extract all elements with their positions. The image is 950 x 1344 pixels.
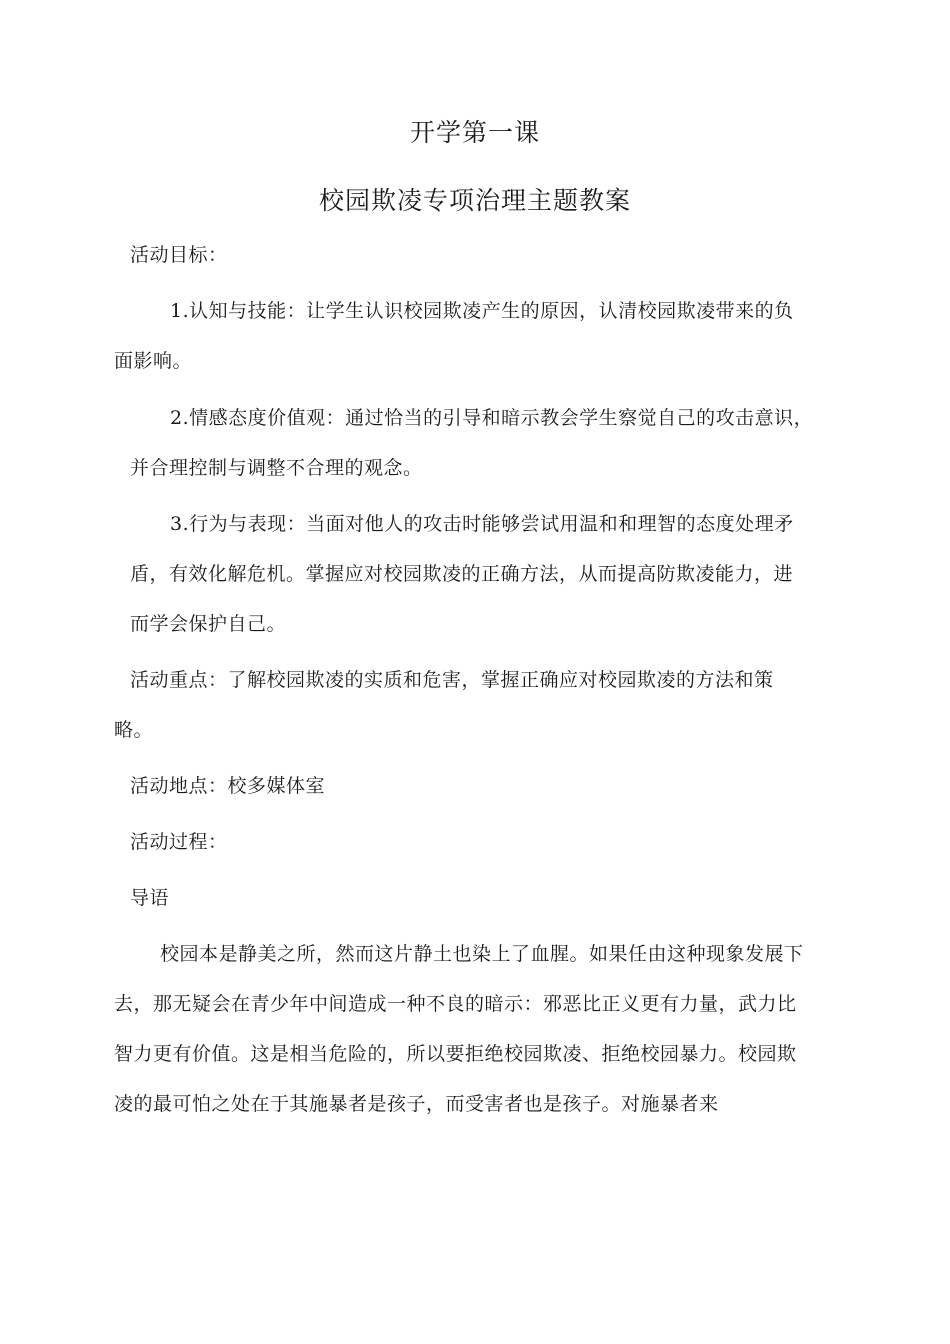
paragraph-line: 校园本是静美之所，然而这片静土也染上了血腥。如果任由这种现象发展下 xyxy=(160,943,804,965)
section-heading-goals: 活动目标： xyxy=(130,244,228,266)
document-subtitle: 校园欺凌专项治理主题教案 xyxy=(318,186,631,215)
paragraph-line: 凌的最可怕之处在于其施暴者是孩子，而受害者也是孩子。对施暴者来 xyxy=(114,1093,719,1115)
paragraph-line: 而学会保护自己。 xyxy=(130,613,287,635)
section-heading-focus: 活动重点：了解校园欺凌的实质和危害，掌握正确应对校园欺凌的方法和策 xyxy=(130,669,774,691)
section-heading-location: 活动地点：校多媒体室 xyxy=(130,775,326,797)
paragraph-line: 并合理控制与调整不合理的观念。 xyxy=(130,457,423,479)
paragraph-line: 面影响。 xyxy=(114,350,193,372)
section-heading-process: 活动过程： xyxy=(130,831,228,853)
paragraph-line: 2.情感态度价值观：通过恰当的引导和暗示教会学生察觉自己的攻击意识， xyxy=(170,407,814,429)
paragraph-line: 去，那无疑会在青少年中间造成一种不良的暗示：邪恶比正义更有力量，武力比 xyxy=(114,993,797,1015)
paragraph-line: 略。 xyxy=(114,719,154,741)
paragraph-line: 盾，有效化解危机。掌握应对校园欺凌的正确方法，从而提高防欺凌能力，进 xyxy=(130,563,794,585)
section-heading-intro: 导语 xyxy=(130,887,170,909)
document-title: 开学第一课 xyxy=(409,118,540,147)
paragraph-line: 1.认知与技能：让学生认识校园欺凌产生的原因，认清校园欺凌带来的负 xyxy=(170,300,794,322)
paragraph-line: 智力更有价值。这是相当危险的，所以要拒绝校园欺凌、拒绝校园暴力。校园欺 xyxy=(114,1043,797,1065)
paragraph-line: 3.行为与表现：当面对他人的攻击时能够尝试用温和和理智的态度处理矛 xyxy=(170,513,794,535)
